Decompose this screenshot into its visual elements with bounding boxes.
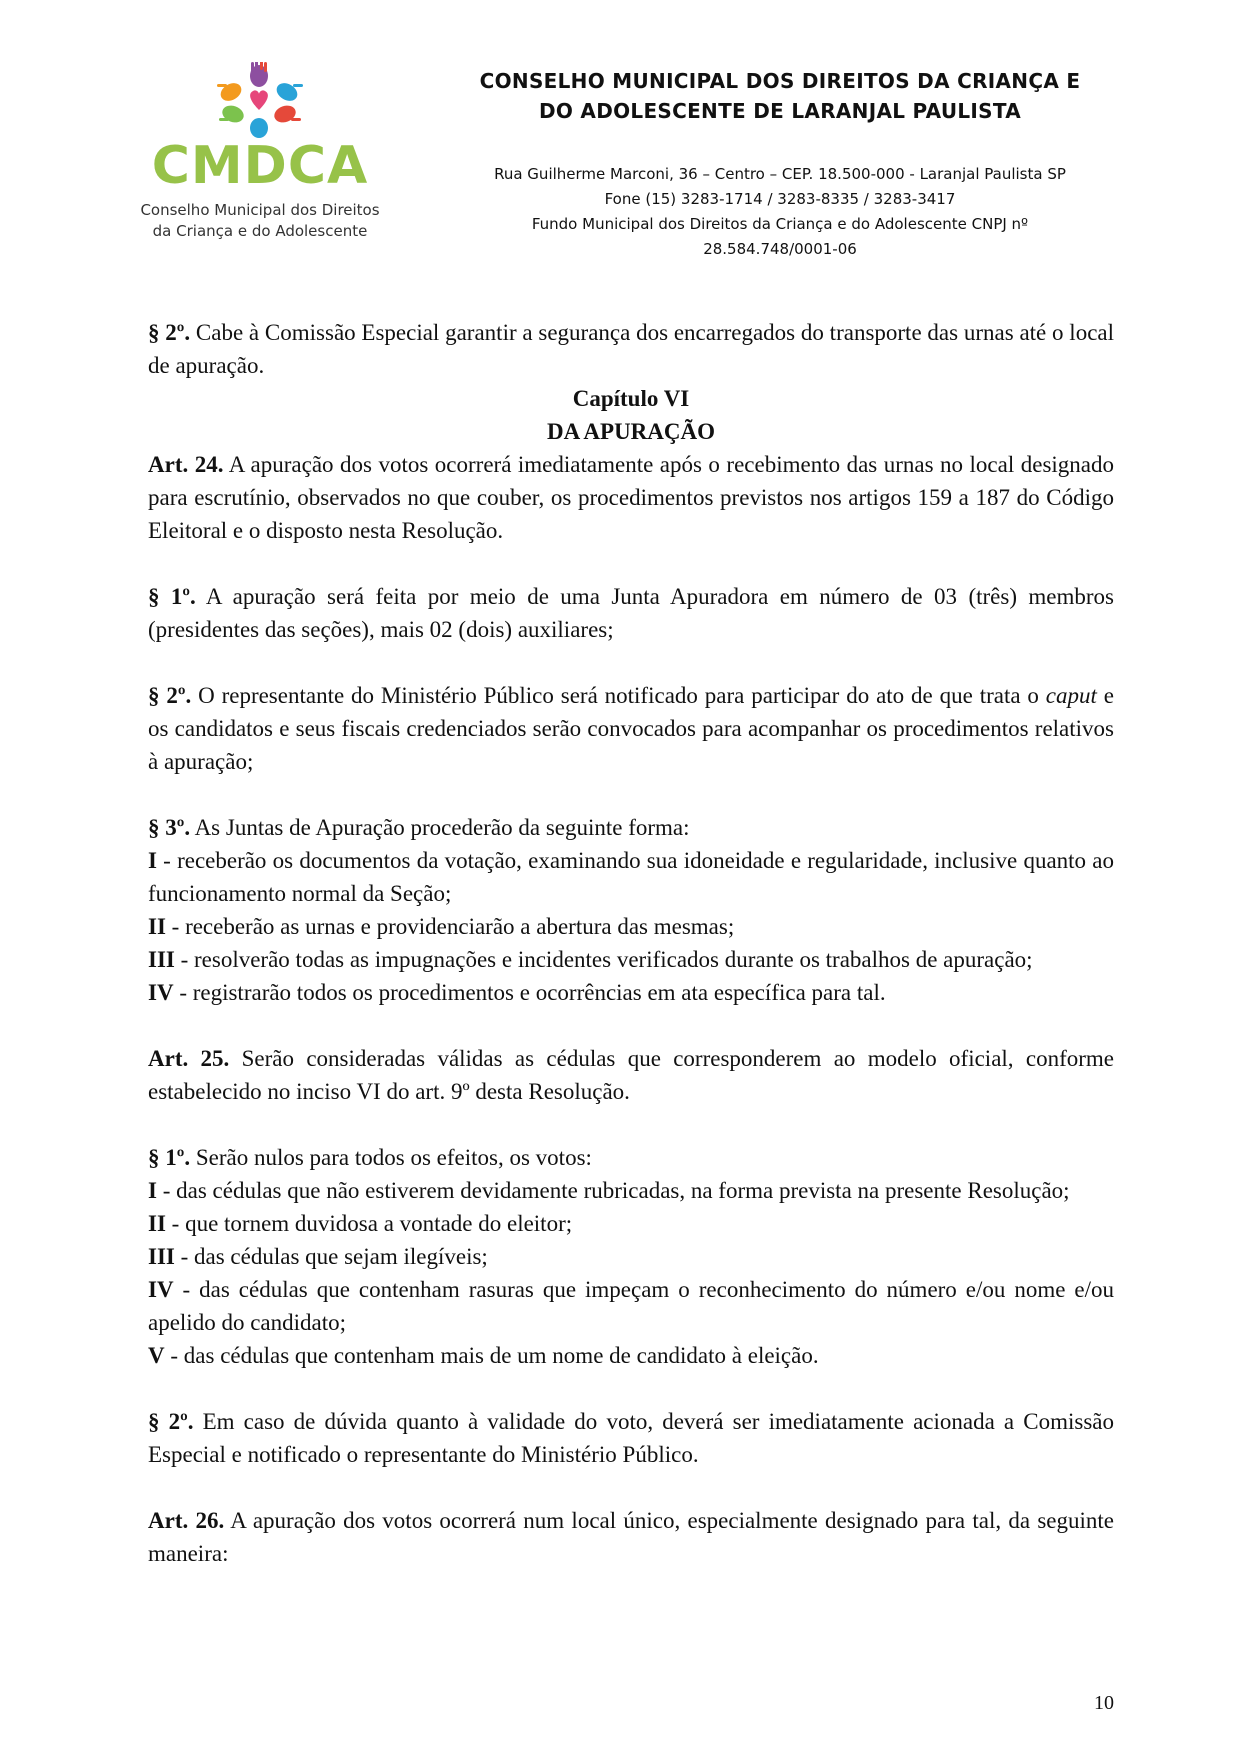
item-text: - registrarão todos os procedimentos e ocorrências em ata específica para tal. bbox=[173, 980, 886, 1005]
item-text: - das cédulas que contenham rasuras que impeçam o reconhecimento do número e/ou nome e/ou apelido do candidato; bbox=[148, 1277, 1114, 1335]
list-item bbox=[148, 910, 1114, 943]
list-item bbox=[148, 976, 1114, 1009]
org-title-line-2: DO ADOLESCENTE DE LARANJAL PAULISTA bbox=[538, 99, 1022, 123]
item-label: I bbox=[148, 1178, 157, 1203]
italic-term: caput bbox=[1045, 683, 1097, 708]
chapter-subtitle bbox=[148, 415, 1114, 448]
logo-caption bbox=[130, 200, 390, 242]
paragraph-text: O representante do Ministério Público será notificado para participar do ato de que trata o bbox=[191, 683, 1046, 708]
paragraph-label: § 3º. bbox=[148, 815, 191, 840]
item-text: - das cédulas que sejam ilegíveis; bbox=[174, 1244, 488, 1269]
paragraph-text: As Juntas de Apuração procederão da seguinte forma: bbox=[190, 815, 690, 840]
item-label: II bbox=[148, 914, 166, 939]
fund-line: Fundo Municipal dos Direitos da Criança e do Adolescente CNPJ nº bbox=[531, 215, 1029, 233]
paragraph-text: Serão nulos para todos os efeitos, os votos: bbox=[190, 1145, 592, 1170]
item-label: I bbox=[148, 848, 157, 873]
art24-paragraph-1 bbox=[148, 580, 1114, 646]
article-label: Art. 26. bbox=[148, 1508, 225, 1533]
paragraph-2-art23 bbox=[148, 316, 1114, 382]
item-text: - das cédulas que contenham mais de um nome de candidato à eleição. bbox=[164, 1343, 819, 1368]
item-label: III bbox=[148, 947, 175, 972]
list-item bbox=[148, 1207, 1114, 1240]
organization-title bbox=[430, 66, 1130, 126]
article-text: Serão consideradas válidas as cédulas que corresponderem ao modelo oficial, conforme estabelecido no inciso VI do art. 9º desta Resolução. bbox=[148, 1046, 1114, 1104]
article-text: A apuração dos votos ocorrerá num local único, especialmente designado para tal, da seguinte maneira: bbox=[148, 1508, 1114, 1566]
chapter-subtitle-text: DA APURAÇÃO bbox=[546, 419, 716, 444]
item-text: - resolverão todas as impugnações e incidentes verificados durante os trabalhos de apuração; bbox=[174, 947, 1033, 972]
logo-caption-line-2: da Criança e do Adolescente bbox=[152, 222, 368, 240]
paragraph-label: § 2º. bbox=[148, 683, 192, 708]
item-text: - receberão os documentos da votação, examinando sua idoneidade e regularidade, inclusive quanto ao funcionamento normal da Seção; bbox=[148, 848, 1114, 906]
article-label: Art. 25. bbox=[148, 1046, 230, 1071]
list-item bbox=[148, 1273, 1114, 1339]
paragraph-label: § 2º. bbox=[148, 320, 191, 345]
chapter-title bbox=[148, 382, 1114, 415]
art24-paragraph-2 bbox=[148, 679, 1114, 778]
article-24 bbox=[148, 448, 1114, 547]
cnpj-line: 28.584.748/0001-06 bbox=[703, 240, 857, 258]
article-26 bbox=[148, 1504, 1114, 1570]
paragraph-text: Em caso de dúvida quanto à validade do voto, deverá ser imediatamente acionada a Comissão Especial e notificado o representante do Ministério Público. bbox=[148, 1409, 1114, 1467]
cmdca-logo bbox=[130, 62, 390, 252]
article-label: Art. 24. bbox=[148, 452, 224, 477]
art24-paragraph-3 bbox=[148, 811, 1114, 844]
chapter-title-text: Capítulo VI bbox=[572, 386, 690, 411]
document-body bbox=[148, 316, 1114, 1570]
paragraph-text: A apuração será feita por meio de uma Junta Apuradora em número de 03 (três) membros (presidentes das seções), mais 02 (dois) auxiliares; bbox=[148, 584, 1114, 642]
org-title-line-1: CONSELHO MUNICIPAL DOS DIREITOS DA CRIANÇA E bbox=[479, 69, 1081, 93]
paragraph-label: § 2º. bbox=[148, 1409, 194, 1434]
article-25 bbox=[148, 1042, 1114, 1108]
item-label: V bbox=[148, 1343, 165, 1368]
item-label: IV bbox=[148, 980, 174, 1005]
item-text: - receberão as urnas e providenciarão a abertura das mesmas; bbox=[165, 914, 735, 939]
list-item bbox=[148, 1240, 1114, 1273]
list-item bbox=[148, 1339, 1114, 1372]
address-block bbox=[430, 162, 1130, 262]
list-item bbox=[148, 943, 1114, 976]
item-label: II bbox=[148, 1211, 166, 1236]
paragraph-label: § 1º. bbox=[148, 1145, 191, 1170]
art25-paragraph-2 bbox=[148, 1405, 1114, 1471]
article-text: A apuração dos votos ocorrerá imediatamente após o recebimento das urnas no local designado para escrutínio, observados no que couber, os procedimentos previstos nos artigos 159 a 187 do Código Eleitoral e o disposto nesta Resolução. bbox=[148, 452, 1114, 543]
item-text: - das cédulas que não estiverem devidamente rubricadas, na forma prevista na presente Resolução; bbox=[156, 1178, 1070, 1203]
item-label: III bbox=[148, 1244, 175, 1269]
item-text: - que tornem duvidosa a vontade do eleitor; bbox=[165, 1211, 573, 1236]
list-item bbox=[148, 844, 1114, 910]
phone-line: Fone (15) 3283-1714 / 3283-8335 / 3283-3417 bbox=[604, 190, 956, 208]
paragraph-label: § 1º. bbox=[148, 584, 196, 609]
paragraph-text: e os candidatos e seus fiscais credenciados serão convocados para acompanhar os procedimentos relativos à apuração; bbox=[148, 683, 1114, 774]
page-number: 10 bbox=[1094, 1692, 1114, 1714]
address-line: Rua Guilherme Marconi, 36 – Centro – CEP. 18.500-000 - Laranjal Paulista SP bbox=[494, 165, 1066, 183]
logo-wordmark: CMDCA bbox=[151, 136, 369, 196]
art25-paragraph-1 bbox=[148, 1141, 1114, 1174]
hands-heart-logo-icon bbox=[215, 62, 305, 140]
logo-caption-line-1: Conselho Municipal dos Direitos bbox=[140, 201, 380, 219]
paragraph-text: Cabe à Comissão Especial garantir a segurança dos encarregados do transporte das urnas até o local de apuração. bbox=[148, 320, 1115, 378]
item-label: IV bbox=[148, 1277, 174, 1302]
list-item bbox=[148, 1174, 1114, 1207]
